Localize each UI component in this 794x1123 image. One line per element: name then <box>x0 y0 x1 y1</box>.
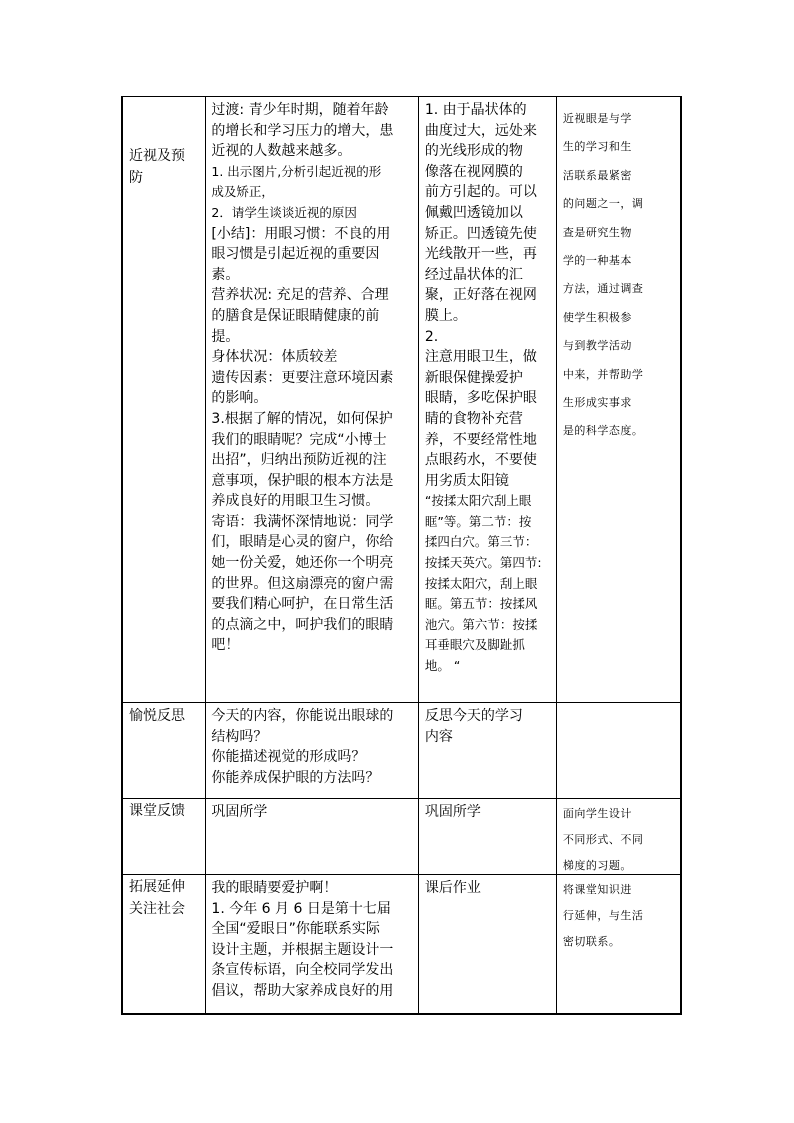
text-line: 的影响。 <box>211 390 268 407</box>
text-line: 反思今天的学习 <box>424 708 523 724</box>
text-line: 你能养成保护眼的方法吗？ <box>211 769 380 786</box>
text-line: 行延伸，与生活 <box>562 909 644 922</box>
design-intent-cell <box>557 703 680 798</box>
text-line: 关注社会 <box>129 901 185 917</box>
text-line: 膜上。 <box>424 307 467 324</box>
text-line: 聚，正好落在视网 <box>424 287 537 304</box>
text-line: 按揉天英穴。第四节: <box>424 555 542 571</box>
text-line: 眼习惯是引起近视的重要因 <box>211 246 380 263</box>
text-line: 的膳食是保证眼睛健康的前 <box>211 307 380 324</box>
text-line: 2. <box>424 328 439 345</box>
text-line: 活联系最紧密 <box>562 168 632 182</box>
text-line: 中来，并帮助学 <box>562 367 644 381</box>
design-intent-cell <box>557 875 680 1013</box>
text-line: 拓展延伸 <box>129 879 185 895</box>
text-line: 过渡: 青少年时期，随着年龄 <box>211 102 389 118</box>
text-line: 佩戴凹透镜加以 <box>424 204 523 221</box>
text-line: 密切联系。 <box>562 935 621 948</box>
text-line: 近视眼是与学 <box>562 112 632 125</box>
text-line: 营养状况: 充足的营养、合理 <box>211 287 389 304</box>
student-activity-cell <box>419 875 557 1013</box>
text-line: 素。 <box>211 266 240 283</box>
text-line: 经过晶状体的汇 <box>424 266 523 283</box>
text-line: 按揉太阳穴，刮上眼 <box>424 575 538 591</box>
text-line: “按揉太阳穴刮上眼 <box>424 493 532 509</box>
topic-cell <box>123 799 206 874</box>
text-line: 学的一种基本 <box>562 254 632 268</box>
text-line: 近视的人数越来越多。 <box>211 143 352 160</box>
teacher-activity-cell <box>206 875 418 1013</box>
text-line: 的点滴之中，呵护我们的眼睛 <box>211 616 394 633</box>
text-line: 课后作业 <box>424 880 481 896</box>
text-line: 防 <box>129 170 143 186</box>
text-line: 光线散开一些，再 <box>424 246 537 263</box>
text-line: 池穴。第六节：按揉 <box>424 616 538 632</box>
text-line: 生形成实事求 <box>562 396 632 410</box>
text-line: 倡议，帮助大家养成良好的用 <box>211 982 394 999</box>
student-activity-cell <box>419 97 557 702</box>
text-line: 1. 由于晶状体的 <box>424 102 527 118</box>
text-line: 全国“爱眼日”你能联系实际 <box>211 921 380 938</box>
text-line: 我的眼睛要爱护啊！ <box>211 880 338 896</box>
text-line: 1. 出示图片,分析引起近视的形 <box>211 163 382 179</box>
text-line: 注意用眼卫生，做 <box>424 349 537 366</box>
text-line: 课堂反馈 <box>129 803 185 819</box>
text-line: 我们的眼睛呢？完成“小博士 <box>211 431 387 448</box>
topic-cell <box>123 97 206 702</box>
text-line: 养成良好的用眼卫生习惯。 <box>211 493 380 510</box>
text-line: 地。 “ <box>424 658 461 674</box>
text-line: 睛的食物补充营 <box>424 410 523 427</box>
student-activity-cell <box>419 799 557 874</box>
text-line: 成及矫正， <box>211 184 274 200</box>
table-row <box>123 703 680 799</box>
text-line: 不同形式、不同 <box>562 833 644 846</box>
table-row <box>123 799 680 875</box>
topic-cell <box>123 703 206 798</box>
teacher-activity-cell <box>206 97 418 702</box>
text-line: 的光线形成的物 <box>424 143 523 160</box>
text-line: 近视及预 <box>129 148 185 164</box>
text-line: 揉四白穴。第三节： <box>424 534 538 550</box>
text-line: 与到教学活动 <box>562 339 632 353</box>
text-line: 将课堂知识进 <box>562 883 632 896</box>
text-line: 耳垂眼穴及脚趾抓 <box>424 637 525 653</box>
text-line: 的问题之一，调 <box>562 197 644 211</box>
text-line: 使学生积极参 <box>562 310 632 324</box>
text-line: 遗传因素：更要注意环境因素 <box>211 369 394 386</box>
text-line: 新眼保健操爱护 <box>424 369 523 386</box>
text-line: 前方引起的。可以 <box>424 184 537 201</box>
text-line: [小结]：用眼习惯：不良的用 <box>211 225 391 242</box>
text-line: 养，不要经常性地 <box>424 431 537 448</box>
text-line: 结构吗？ <box>211 728 268 745</box>
text-line: 查是研究生物 <box>562 225 632 239</box>
text-line: 今天的内容，你能说出眼球的 <box>211 708 394 724</box>
text-line: 条宣传标语，向全校同学发出 <box>211 962 394 979</box>
text-line: 要我们精心呵护，在日常生活 <box>211 596 394 613</box>
text-line: 点眼药水，不要使 <box>424 452 537 469</box>
text-line: 梯度的习题。 <box>562 859 632 872</box>
text-line: 巩固所学 <box>424 804 481 820</box>
text-line: 像落在视网膜的 <box>424 163 523 180</box>
teacher-activity-cell <box>206 799 418 874</box>
text-line: 方法，通过调查 <box>562 282 644 296</box>
text-line: 设计主题，并根据主题设计一 <box>211 941 394 958</box>
text-line: 用劣质太阳镜 <box>424 472 509 489</box>
table-row <box>123 875 680 1013</box>
text-line: 曲度过大，远处来 <box>424 122 537 139</box>
text-line: 生的学习和生 <box>562 140 632 154</box>
text-line: 眶。第五节：按揉风 <box>424 596 538 612</box>
text-line: 她一份关爱，她还你一个明亮 <box>211 555 394 572</box>
text-line: 矫正。凹透镜先使 <box>424 225 537 242</box>
text-line: 是的科学态度。 <box>562 424 644 438</box>
topic-cell <box>123 875 206 1013</box>
text-line: 身体状况：体质较差 <box>211 349 338 366</box>
lesson-plan-table <box>121 96 682 1015</box>
text-line: 内容 <box>424 728 453 745</box>
design-intent-cell <box>557 799 680 874</box>
text-line: 1. 今年 6 月 6 日是第十七届 <box>211 900 391 917</box>
teacher-activity-cell <box>206 703 418 798</box>
text-line: 意事项，保护眼的根本方法是 <box>211 472 394 489</box>
text-line: 寄语：我满怀深情地说：同学 <box>211 513 394 530</box>
text-line: 们，眼睛是心灵的窗户，你给 <box>211 534 394 551</box>
text-line: 愉悦反思 <box>129 708 185 724</box>
text-line: 眶”等。第二节：按 <box>424 513 532 529</box>
text-line: 2．请学生谈谈近视的原因 <box>211 204 357 220</box>
text-line: 巩固所学 <box>211 804 268 820</box>
text-line: 出招”，归纳出预防近视的注 <box>211 452 387 469</box>
text-line: 眼睛，多吃保护眼 <box>424 390 537 407</box>
text-line: 你能描述视觉的形成吗？ <box>211 749 366 766</box>
text-line: 吧！ <box>211 637 240 654</box>
text-line: 3.根据了解的情况，如何保护 <box>211 410 393 427</box>
text-line: 提。 <box>211 328 240 345</box>
design-intent-cell <box>557 97 680 702</box>
text-line: 面向学生设计 <box>562 807 632 820</box>
student-activity-cell <box>419 703 557 798</box>
text-line: 的增长和学习压力的增大，患 <box>211 122 394 139</box>
table-row <box>123 97 680 703</box>
text-line: 的世界。但这扇漂亮的窗户需 <box>211 575 394 592</box>
